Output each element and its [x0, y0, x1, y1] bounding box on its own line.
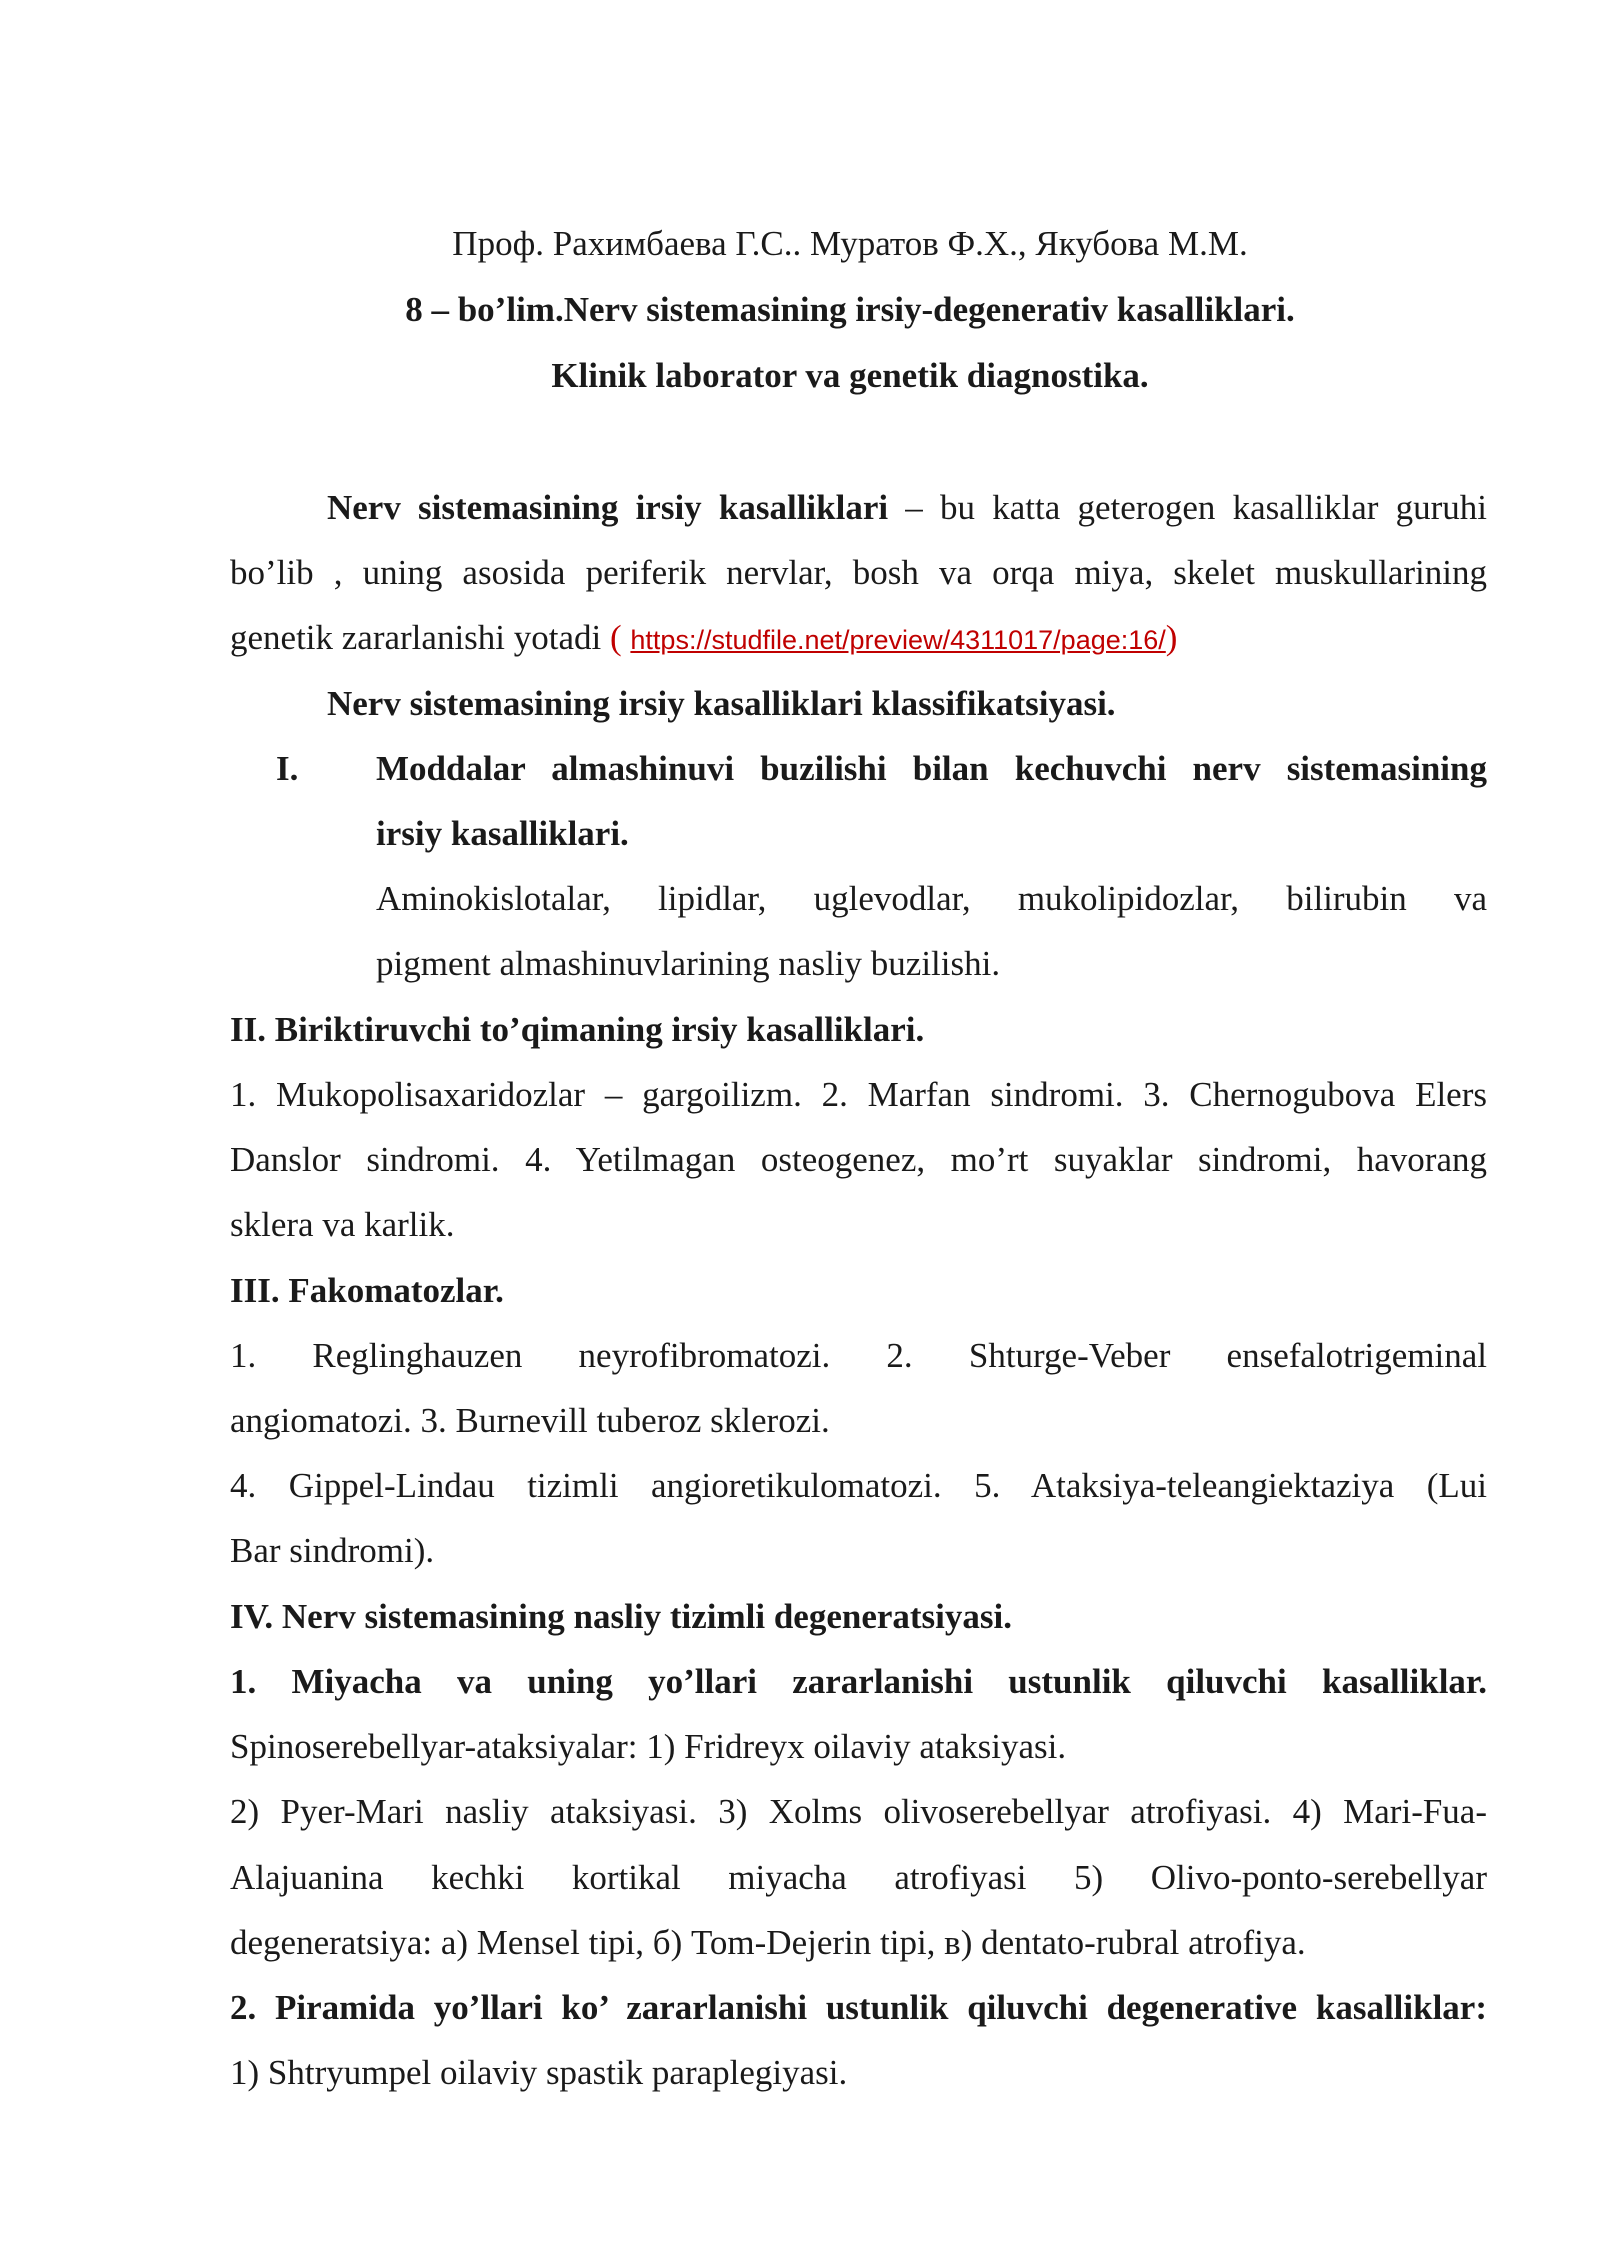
- section-3-line-1: 1. Reglinghauzen neyrofibromatozi. 2. Shturge-Veber ensefalotrigeminal: [230, 1336, 1487, 1375]
- section-4-sub-1-line-3: Alajuanina kechki kortikal miyacha atrofiyasi 5) Olivo-ponto-serebellyar: [230, 1858, 1487, 1897]
- intro-line-2: bo’lib , uning asosida periferik nervlar, bosh va orqa miya, skelet muskullarining: [230, 553, 1487, 592]
- section-4-sub-2-line-1: 1) Shtryumpel oilaviy spastik paraplegiyasi.: [230, 2053, 848, 2092]
- section-2-line-2: Danslor sindromi. 4. Yetilmagan osteogenez, mo’rt suyaklar sindromi, havorang: [230, 1140, 1487, 1179]
- section-4-sub-1-title: 1. Miyacha va uning yo’llari zararlanishi ustunlik qiluvchi kasalliklar.: [230, 1662, 1487, 1701]
- section-1-title-line-2: irsiy kasalliklari.: [376, 814, 629, 853]
- section-4-sub-1-line-2: 2) Pyer-Mari nasliy ataksiyasi. 3) Xolms olivoserebellyar atrofiyasi. 4) Mari-Fua-: [230, 1792, 1487, 1831]
- section-1-text-line-2: pigment almashinuvlarining nasliy buzilishi.: [376, 944, 1001, 983]
- intro-term: Nerv sistemasining irsiy kasalliklari: [327, 488, 889, 527]
- section-2-line-1: 1. Mukopolisaxaridozlar – gargoilizm. 2. Marfan sindromi. 3. Chernogubova Elers: [230, 1075, 1487, 1114]
- intro-line-3: [230, 616, 1487, 662]
- section-3-line-2: angiomatozi. 3. Burnevill tuberoz sklerozi.: [230, 1401, 830, 1440]
- section-4-sub-1-line-1: Spinoserebellyar-ataksiyalar: 1) Fridreyx oilaviy ataksiyasi.: [230, 1727, 1067, 1766]
- section-3-line-4: Bar sindromi).: [230, 1531, 435, 1570]
- section-4-title: IV. Nerv sistemasining nasliy tizimli degeneratsiyasi.: [230, 1597, 1012, 1636]
- authors-line: Проф. Рахимбаева Г.С.. Муратов Ф.Х., Якубова М.М.: [452, 224, 1248, 263]
- section-1-number: I.: [276, 749, 299, 788]
- chapter-subtitle: Klinik laborator va genetik diagnostika.: [551, 356, 1149, 395]
- section-1-text-line-1: Aminokislotalar, lipidlar, uglevodlar, mukolipidozlar, bilirubin va: [376, 879, 1487, 918]
- classification-heading: Nerv sistemasining irsiy kasalliklari klassifikatsiyasi.: [327, 684, 1116, 723]
- intro-line-1-rest: – bu katta geterogen kasalliklar guruhi: [888, 488, 1487, 527]
- section-2-title: II. Biriktiruvchi to’qimaning irsiy kasalliklari.: [230, 1010, 925, 1049]
- section-4-sub-1-line-4: degeneratsiya: а) Mensel tipi, б) Tom-Dejerin tipi, в) dentato-rubral atrofiya.: [230, 1923, 1306, 1962]
- section-1-title-line-1: Moddalar almashinuvi buzilishi bilan kechuvchi nerv sistemasining: [376, 749, 1487, 788]
- chapter-title: 8 – bo’lim.Nerv sistemasining irsiy-degenerativ kasalliklari.: [405, 290, 1295, 329]
- source-link[interactable]: https://studfile.net/preview/4311017/page:16/: [630, 625, 1166, 655]
- intro-line-3-text: genetik zararlanishi yotadi: [230, 618, 610, 657]
- intro-line-1: [327, 486, 1487, 530]
- section-2-line-3: sklera va karlik.: [230, 1205, 455, 1244]
- section-4-sub-2-title: 2. Piramida yo’llari ko’ zararlanishi ustunlik qiluvchi degenerative kasalliklar:: [230, 1988, 1487, 2027]
- section-3-line-3: 4. Gippel-Lindau tizimli angioretikulomatozi. 5. Ataksiya-teleangiektaziya (Lui: [230, 1466, 1487, 1505]
- section-3-title: III. Fakomatozlar.: [230, 1271, 504, 1310]
- link-open-paren: (: [610, 618, 631, 657]
- link-close-paren: ): [1165, 618, 1178, 657]
